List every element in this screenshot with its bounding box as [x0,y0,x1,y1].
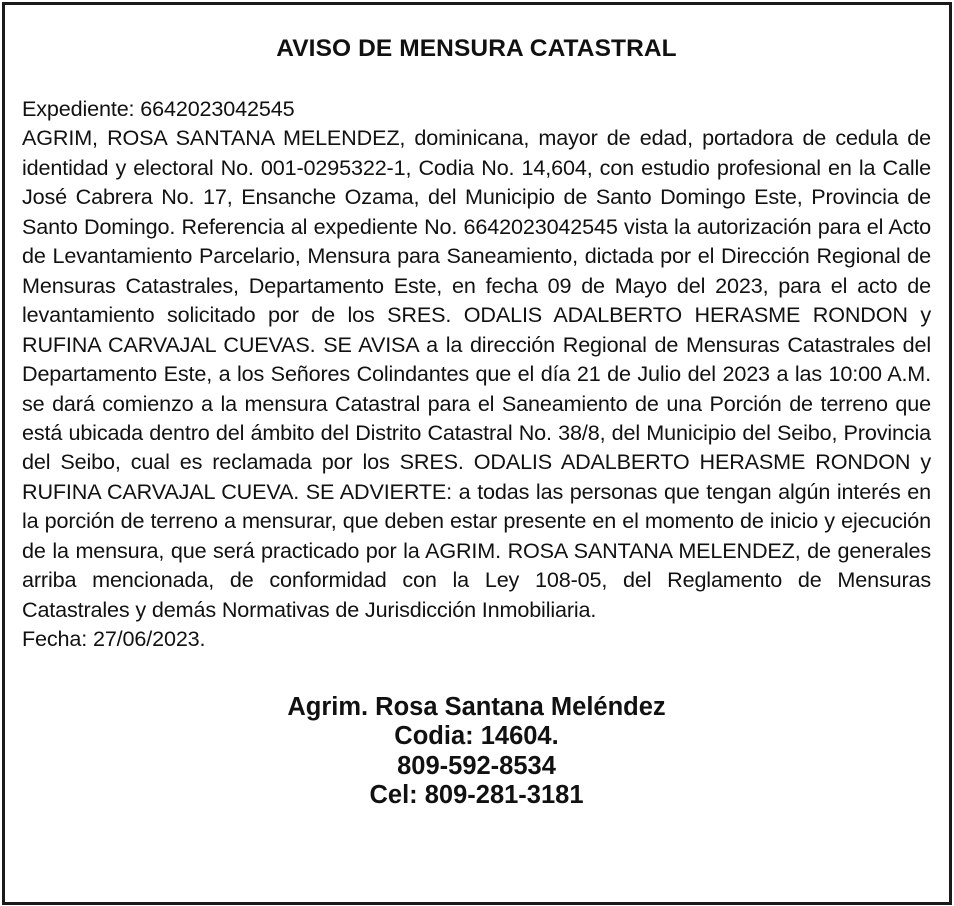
notice-body [22,94,931,654]
notice-title: AVISO DE MENSURA CATASTRAL [276,35,677,62]
signer-cellphone: Cel: 809-281-3181 [369,781,584,810]
signer-phone: 809-592-8534 [397,751,556,780]
signature-block [22,693,931,811]
signer-codia: Codia: 14604. [394,722,559,751]
date-line: Fecha: 27/06/2023. [22,626,206,652]
notice-paragraph: AGRIM, ROSA SANTANA MELENDEZ, dominicana, mayor de edad, portadora de cedula de identidad y electoral No. 001-0295322-1, Codia No. 14,604, con estudio profesional en la Calle José Cabrera No. 17, Ensanche Ozama, del Municipio de Santo Domingo Este, Provincia de Santo Domingo. Referencia al expediente No. 6642023042545 vista la autorización para el Acto de Levantamiento Parcelario, Mensura para Saneamiento, dictada por el Dirección Regional de Mensuras Catastrales, Departamento Este, en fecha 09 de Mayo del 2023, para el acto de levantamiento solicitado por de los SRES. ODALIS ADALBERTO HERASME RONDON y RUFINA CARVAJAL CUEVAS. SE AVISA a la dirección Regional de Mensuras Catastrales del Departamento Este, a los Señores Colindantes que el día 21 de Julio del 2023 a las 10:00 A.M. se dará comienzo a la mensura Catastral para el Saneamiento de una Porción de terreno que está ubicada dentro del ámbito del Distrito Catastral No. 38/8, del Municipio del Seibo, Provincia del Seibo, cual es reclamada por los SRES. ODALIS ADALBERTO HERASME RONDON y RUFINA CARVAJAL CUEVA. SE ADVIERTE: a todas las personas que tengan algún interés en la porción de terreno a mensurar, que deben estar presente en el momento de inicio y ejecución de la mensura, que será practicado por la AGRIM. ROSA SANTANA MELENDEZ, de generales arriba mencionada, de conformidad con la Ley 108-05, del Reglamento de Mensuras Catastrales y demás Normativas de Jurisdicción Inmobiliaria. [22,125,931,622]
notice-content [22,5,931,811]
notice-frame [2,2,952,905]
signer-name: Agrim. Rosa Santana Meléndez [287,692,666,721]
expediente-line: Expediente: 6642023042545 [22,96,295,121]
